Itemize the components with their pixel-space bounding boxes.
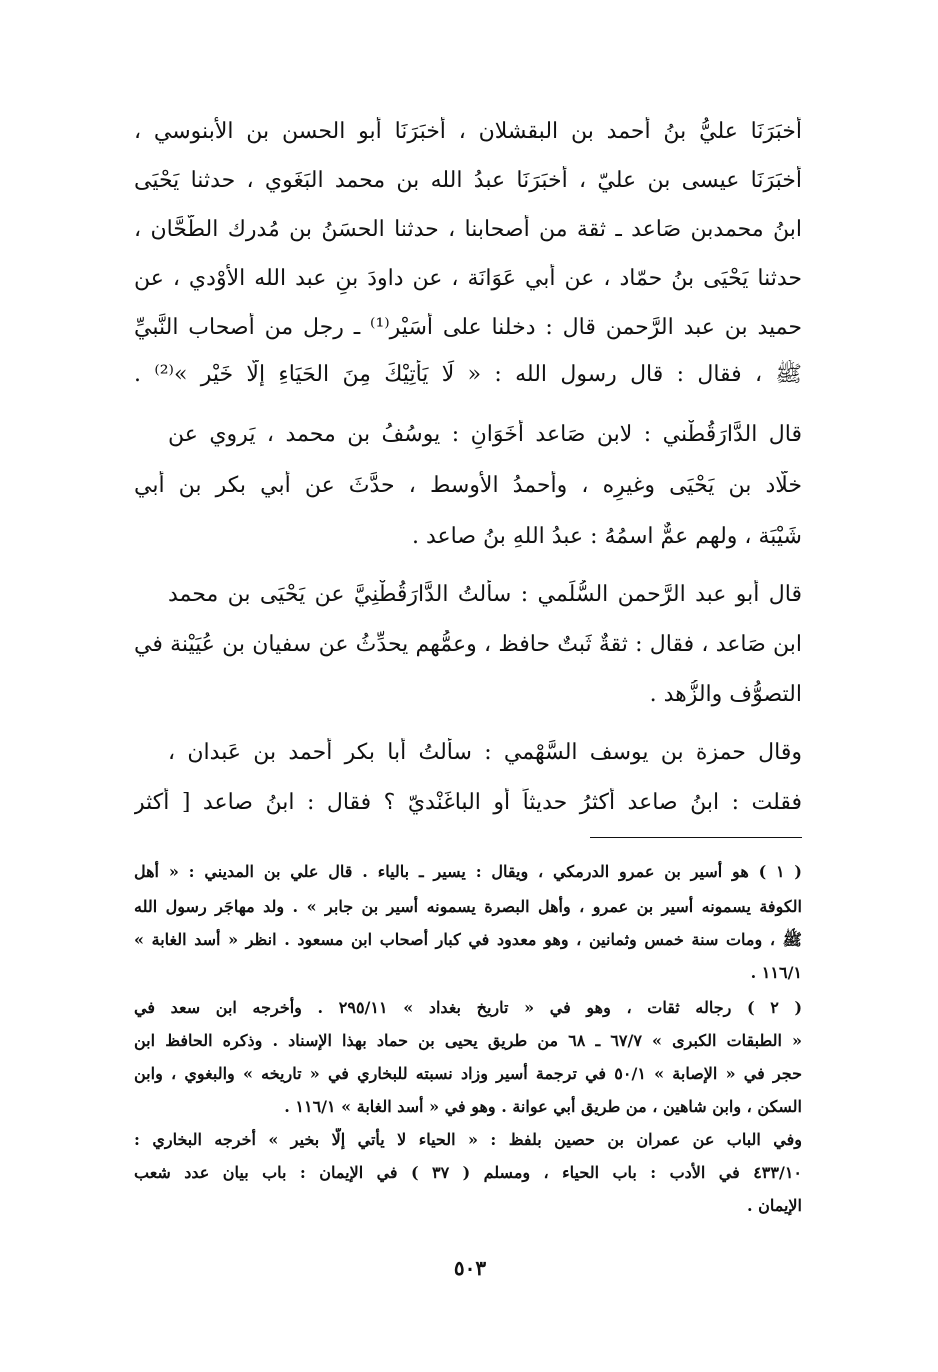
text-line: ابن صَاعد ، فقال : ثقةٌ ثَبتٌ حافظ ، وعمُّهم يحدِّثُ عن سفيان بن عُيَيْنة في: [134, 632, 802, 657]
text-line: حميد بن عبد الرَّحمن قال : دخلنا على أُسَيْر⁽¹⁾ ـ رجل من أصحاب النَّبيِّ: [134, 315, 802, 340]
text-line: أخبَرَنَا عيسى بن عليّ ، أخبَرَنَا عبدُ الله بن محمد البَغَوي ، حدثنا يَحْيَى: [134, 168, 802, 193]
footnote-line: حجر في « الإصابة » ٥٠/١ في ترجمة أسير وزاد نسبته للبخاري في « تاريخه » والبغوي ، وابن: [134, 1064, 802, 1083]
text-line: أخبَرَنَا عليُّ بنُ أحمد بن البقشلان ، أخبَرَنَا أبو الحسن بن الأبنوسي ،: [134, 119, 802, 144]
text-line: قال الدَّارَقُطْني : لابن صَاعد أخَوَانِ : يوسُفُ بن محمد ، يَروي عن: [168, 422, 802, 447]
text-line: التصوُّف والزُّهد .: [649, 682, 802, 707]
footnote-line: السكن ، وابن شاهين ، من طريق أبي عوانة . وهو في « أسد الغابة » ١١٦/١ .: [284, 1097, 802, 1116]
text-line: حدثنا يَحْيَى بنُ حمّاد ، عن أبي عَوَانَة ، عن داودَ بنِ عبد الله الأوْدي ، عن: [134, 266, 802, 291]
footnote-line: ١١٦/١ .: [750, 963, 802, 982]
footnote-line: ﷺ ، ومات سنة خمس وثمانين ، وهو معدود في كبار أصحاب ابن مسعود . انظر « أسد الغابة »: [134, 930, 802, 949]
text-line: شَيْبَة ، ولهم عمٌّ اسمُهُ : عبدُ اللهِ بنُ صاعد .: [411, 524, 802, 549]
footnote-line: الكوفة يسمونه أسير بن عمرو ، وأهل البصرة يسمونه أسير بن جابر » . ولد مهاجَر رسول الله: [134, 897, 802, 916]
footnote-line: ٤٣٣/١٠ في الأدب : باب الحياء ، ومسلم ( ٣٧ ) في الإيمان : باب بيان عدد شعب: [134, 1163, 802, 1182]
footnote-line: الإيمان .: [746, 1196, 802, 1215]
text-line: فقلت : ابنُ صاعد أكثرُ حديثاً أو الباغَنْديّ ؟ فقال : ابنُ صاعد [ أكثر: [134, 790, 802, 815]
text-line: قال أبو عبد الرَّحمن السُّلَمي : سألتُ الدَّارَقُطْنِيَّ عن يَحْيَى بن محمد: [168, 582, 802, 607]
footnote-line: ( ٢ ) رجاله ثقات ، وهو في « تاريخ بغداد » ٢٩٥/١١ . وأخرجه ابن سعد في: [134, 998, 802, 1017]
footnote-line: ( ١ ) هو أسير بن عمرو الدرمكي ، ويقال : يسير ـ بالياء . قال علي بن المديني : « أهل: [134, 862, 802, 881]
text-line: ابنُ محمدبن صَاعد ـ ثقة من أصحابنا ، حدثنا الحسَنُ بن مُدرك الطَّحَّان ،: [134, 217, 802, 242]
text-line: وقال حمزة بن يوسف السَّهْمي : سألتُ أبا بكر أحمد بن عَبدان ،: [168, 740, 802, 765]
footnote-separator: [590, 837, 802, 838]
text-line: ﷺ ، فقال : قال رسول الله : « لَا يَأتِيْكَ مِنَ الحَيَاءِ إلَّا خَيْر »⁽²⁾ .: [134, 362, 802, 387]
page-number: ٥٠٣: [453, 1256, 487, 1280]
footnote-line: « الطبقات الكبرى » ٦٧/٧ ـ ٦٨ من طريق يحيى بن حماد بهذا الإسناد . وذكره الحافظ ابن: [134, 1031, 802, 1050]
text-line: خلَّاد بن يَحْيَى وغيرِه ، وأحمدُ الأوسط ، حدَّثَ عن أبي بكر بن أبي: [134, 473, 802, 498]
footnote-line: وفي الباب عن عمران بن حصين بلفظ : « الحياء لا يأتي إلَّا بخير » أخرجه البخاري :: [134, 1130, 802, 1149]
